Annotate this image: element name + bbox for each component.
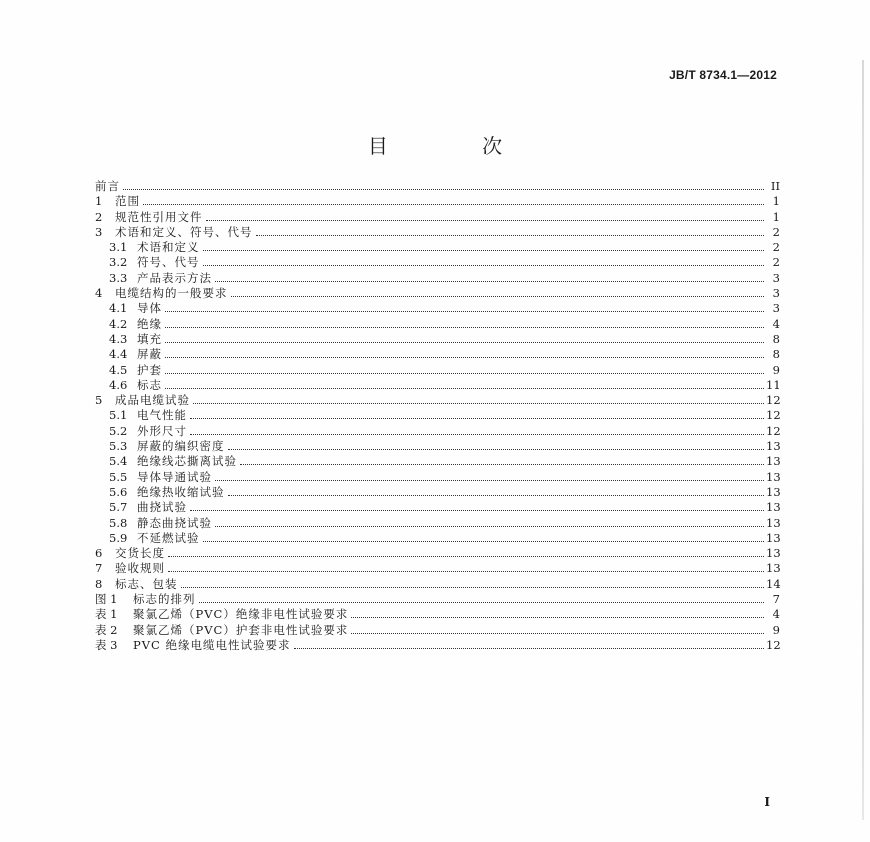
toc-entry[interactable] [95, 607, 780, 622]
toc-dot-leader [215, 479, 764, 481]
toc-entry-page: 11 [766, 377, 781, 392]
toc-entry[interactable] [95, 317, 780, 332]
toc-entry-label: 导体导通试验 [137, 469, 212, 484]
toc-dot-leader [215, 280, 764, 282]
toc-entry-label: 术语和定义、符号、代号 [115, 224, 253, 239]
toc-entry-number: 5 [95, 393, 103, 408]
toc-entry-number: 4.1 [109, 301, 128, 316]
toc-entry-label: 标志 [137, 377, 162, 392]
toc-entry-label: 聚氯乙烯（PVC）绝缘非电性试验要求 [133, 607, 349, 622]
toc-entry[interactable] [95, 255, 780, 270]
toc-dot-leader [256, 234, 765, 236]
toc-dot-leader [168, 555, 764, 557]
toc-dot-leader [165, 356, 764, 358]
toc-entry-page: 14 [766, 576, 781, 591]
scan-edge-shadow [862, 60, 864, 820]
toc-entry-page: 2 [772, 224, 780, 239]
toc-entry-number: 4 [95, 286, 103, 301]
toc-entry-label: 曲挠试验 [137, 500, 187, 515]
toc-entry-number: 4.4 [109, 347, 128, 362]
toc-dot-leader [181, 586, 765, 588]
toc-entry-page: 13 [766, 561, 781, 576]
toc-entry[interactable] [95, 225, 780, 240]
toc-entry-number: 表 2 [95, 622, 118, 637]
toc-entry[interactable] [95, 378, 780, 393]
toc-entry-label: 符号、代号 [137, 255, 200, 270]
toc-entry-page: 12 [766, 637, 781, 652]
toc-entry-label: 绝缘热收缩试验 [137, 484, 225, 499]
toc-dot-leader [231, 295, 765, 297]
toc-entry-number: 4.2 [109, 316, 128, 331]
toc-entry-number: 4.6 [109, 377, 128, 392]
toc-dot-leader [143, 203, 764, 205]
toc-dot-leader [168, 570, 764, 572]
toc-entry-label: 标志、包装 [115, 576, 178, 591]
toc-entry-label: 前言 [95, 179, 120, 193]
toc-entry-label: 屏蔽 [137, 347, 162, 362]
toc-entry-number: 7 [95, 561, 103, 576]
toc-entry-number: 1 [95, 194, 103, 209]
toc-entry[interactable] [95, 347, 780, 362]
toc-entry-number: 5.8 [109, 515, 128, 530]
toc-entry-number: 5.3 [109, 439, 128, 454]
toc-entry-number: 4.5 [109, 362, 128, 377]
toc-entry-number: 3.1 [109, 240, 128, 255]
toc-entry-page: 9 [772, 622, 780, 637]
toc-entry-number: 6 [95, 546, 103, 561]
toc-entry-page: II [770, 179, 780, 193]
toc-entry-label: 验收规则 [115, 561, 165, 576]
toc-entry[interactable] [95, 424, 780, 439]
toc-entry[interactable] [95, 271, 780, 286]
toc-entry-label: 电缆结构的一般要求 [115, 286, 228, 301]
toc-entry-number: 3.3 [109, 270, 128, 285]
toc-entry-number: 5.6 [109, 484, 128, 499]
toc-entry-page: 8 [772, 331, 780, 346]
toc-entry-label: 不延燃试验 [137, 530, 200, 545]
toc-entry-page: 1 [772, 194, 780, 209]
toc-entry-label: 交货长度 [115, 546, 165, 561]
toc-entry-page: 8 [772, 347, 780, 362]
toc-dot-leader [165, 341, 764, 343]
toc-entry-label: 术语和定义 [137, 240, 200, 255]
toc-dot-leader [199, 601, 765, 603]
toc-entry[interactable] [95, 592, 780, 607]
toc-dot-leader [203, 249, 765, 251]
toc-dot-leader [190, 417, 764, 419]
toc-entry-label: PVC 绝缘电缆电性试验要求 [133, 637, 291, 652]
toc-entry-page: 13 [766, 484, 781, 499]
toc-entry-page: 1 [772, 209, 780, 224]
table-of-contents [95, 179, 780, 653]
toc-entry-number: 5.5 [109, 469, 128, 484]
toc-entry-label: 静态曲挠试验 [137, 515, 212, 530]
toc-dot-leader [165, 387, 764, 389]
toc-entry[interactable] [95, 531, 780, 546]
toc-dot-leader [294, 647, 765, 649]
toc-entry-page: 13 [766, 454, 781, 469]
toc-entry-label: 产品表示方法 [137, 270, 212, 285]
toc-entry[interactable] [95, 210, 780, 225]
toc-entry-number: 4.3 [109, 331, 128, 346]
toc-entry-label: 聚氯乙烯（PVC）护套非电性试验要求 [133, 622, 349, 637]
toc-entry-page: 12 [766, 393, 781, 408]
toc-entry-label: 标志的排列 [133, 592, 196, 607]
toc-dot-leader [351, 632, 764, 634]
toc-entry-page: 12 [766, 408, 781, 423]
toc-dot-leader [240, 463, 764, 465]
toc-entry-number: 表 1 [95, 607, 118, 622]
toc-entry-number: 3 [95, 224, 103, 239]
toc-entry-label: 范围 [115, 194, 140, 209]
toc-dot-leader [351, 616, 764, 618]
toc-entry-page: 13 [766, 515, 781, 530]
toc-entry-label: 规范性引用文件 [115, 209, 203, 224]
toc-entry[interactable] [95, 470, 780, 485]
toc-dot-leader [228, 448, 765, 450]
toc-entry-page: 3 [772, 301, 780, 316]
toc-dot-leader [190, 509, 764, 511]
toc-entry-page: 13 [766, 546, 781, 561]
toc-entry[interactable] [95, 286, 780, 301]
standard-number: JB/T 8734.1—2012 [669, 68, 777, 82]
toc-entry-number: 表 3 [95, 637, 118, 652]
toc-entry-page: 9 [772, 362, 780, 377]
toc-entry-page: 13 [766, 530, 781, 545]
toc-dot-leader [203, 264, 765, 266]
toc-entry[interactable] [95, 363, 780, 378]
toc-entry-number: 8 [95, 576, 103, 591]
toc-entry-page: 13 [766, 469, 781, 484]
toc-entry-label: 填充 [137, 331, 162, 346]
toc-dot-leader [206, 219, 765, 221]
toc-entry-page: 13 [766, 439, 781, 454]
toc-entry[interactable] [95, 393, 780, 408]
toc-entry-number: 3.2 [109, 255, 128, 270]
footer-page-number: I [764, 795, 770, 809]
toc-dot-leader [190, 433, 764, 435]
toc-entry[interactable] [95, 301, 780, 316]
toc-entry[interactable] [95, 546, 780, 561]
toc-dot-leader [165, 326, 764, 328]
toc-entry-page: 2 [772, 255, 780, 270]
toc-entry[interactable] [95, 500, 780, 515]
toc-entry-number: 5.7 [109, 500, 128, 515]
toc-entry-label: 成品电缆试验 [115, 393, 190, 408]
toc-dot-leader [123, 188, 764, 190]
toc-entry-page: 4 [772, 316, 780, 331]
toc-entry-number: 5.4 [109, 454, 128, 469]
toc-entry[interactable] [95, 623, 780, 638]
toc-entry[interactable] [95, 485, 780, 500]
toc-entry-label: 绝缘 [137, 316, 162, 331]
toc-entry[interactable] [95, 179, 780, 194]
toc-entry[interactable] [95, 577, 780, 592]
toc-entry-page: 13 [766, 500, 781, 515]
toc-entry-number: 2 [95, 209, 103, 224]
toc-entry[interactable] [95, 408, 780, 423]
toc-dot-leader [165, 310, 764, 312]
toc-entry-label: 外形尺寸 [137, 423, 187, 438]
toc-entry[interactable] [95, 194, 780, 209]
toc-entry-page: 7 [772, 592, 780, 607]
toc-dot-leader [215, 525, 764, 527]
toc-entry-label: 电气性能 [137, 408, 187, 423]
toc-entry[interactable] [95, 516, 780, 531]
toc-entry[interactable] [95, 439, 780, 454]
toc-entry-number: 5.9 [109, 530, 128, 545]
toc-dot-leader [165, 372, 764, 374]
toc-entry-page: 4 [772, 607, 780, 622]
toc-dot-leader [228, 494, 765, 496]
toc-entry-number: 5.1 [109, 408, 128, 423]
toc-entry-label: 屏蔽的编织密度 [137, 439, 225, 454]
toc-entry-label: 护套 [137, 362, 162, 377]
toc-entry-page: 3 [772, 270, 780, 285]
toc-entry[interactable] [95, 561, 780, 576]
toc-entry[interactable] [95, 638, 780, 653]
toc-entry-label: 导体 [137, 301, 162, 316]
toc-entry-number: 5.2 [109, 423, 128, 438]
toc-entry[interactable] [95, 240, 780, 255]
page-title: 目 次 [367, 134, 547, 158]
toc-entry-number: 图 1 [95, 592, 118, 607]
toc-entry-label: 绝缘线芯撕离试验 [137, 454, 237, 469]
toc-entry-page: 2 [772, 240, 780, 255]
toc-dot-leader [203, 540, 765, 542]
toc-entry-page: 3 [772, 286, 780, 301]
toc-entry[interactable] [95, 454, 780, 469]
toc-entry[interactable] [95, 332, 780, 347]
toc-dot-leader [193, 402, 764, 404]
toc-entry-page: 12 [766, 423, 781, 438]
